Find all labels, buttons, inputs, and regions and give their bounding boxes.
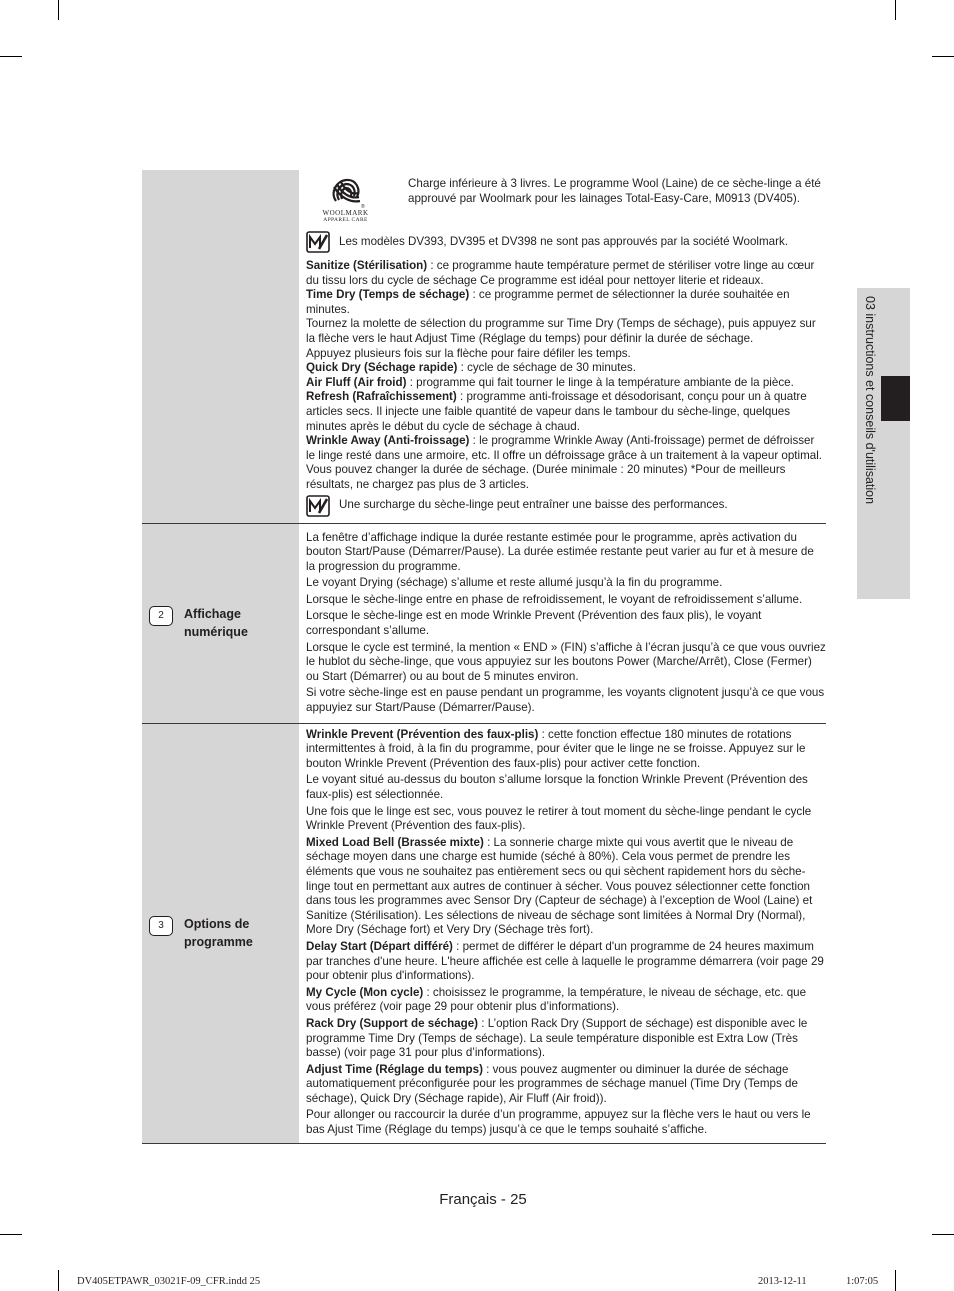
description: Tournez la molette de sélection du programme sur Time Dry (Temps de séchage), puis appuyez sur la flèche vers le haut Adjust Time (Réglage du temps) pour définir la durée de séchage. — [306, 317, 816, 345]
crop-mark — [58, 0, 59, 20]
paragraph — [306, 317, 826, 346]
paragraph: Lorsque le cycle est terminé, la mention « END » (FIN) s’affiche à l’écran jusqu’à ce que vous ouvriez le hublot du sèche-linge, que vous appuyiez sur les boutons Power (Marche/Arrêt), Close (Fermer) ou Start (Démarrer) ou au bout de 5 minutes environ. — [306, 640, 826, 683]
term: Wrinkle Away (Anti-froissage) — [306, 434, 470, 448]
crop-mark — [895, 1270, 896, 1291]
term: My Cycle (Mon cycle) — [306, 985, 424, 999]
paragraph — [306, 1108, 826, 1137]
row-label — [149, 605, 274, 641]
term: Air Fluff (Air froid) — [306, 375, 407, 389]
program-list — [306, 259, 826, 493]
paragraph — [306, 434, 826, 492]
term: Wrinkle Prevent (Prévention des faux-plis) — [306, 727, 539, 741]
section-tab-label: 03 instructions et conseils d'utilisation — [863, 296, 877, 505]
number-badge: 3 — [149, 916, 173, 936]
slug-time: 1:07:05 — [846, 1276, 879, 1287]
description: : cette fonction effectue 180 minutes de rotations intermittentes à froid, à la fin du programme, pour éviter que le linge ne se froisse. Appuyez sur le bouton Wrinkle Prevent (Prévention des faux-plis) pour activer cette fonction. — [306, 727, 806, 770]
paragraph — [306, 390, 826, 434]
row-label-cell — [142, 724, 299, 1143]
description: : cycle de séchage de 30 minutes. — [457, 361, 636, 375]
paragraph — [306, 288, 826, 317]
description: Une fois que le linge est sec, vous pouvez le retirer à tout moment du sèche-linge pendant le cycle Wrinkle Prevent (Prévention des faux-plis). — [306, 804, 812, 833]
row-content-cell — [299, 170, 826, 523]
term: Refresh (Rafraîchissement) — [306, 390, 457, 404]
note — [306, 231, 826, 253]
paragraph — [306, 940, 826, 984]
woolmark-subtitle: APPAREL CARE — [323, 217, 368, 223]
svg-text:®: ® — [360, 204, 365, 210]
row-content-cell — [299, 524, 826, 723]
term: Adjust Time (Réglage du temps) — [306, 1062, 483, 1076]
paragraph — [306, 259, 826, 288]
row-label — [149, 915, 274, 951]
row-label-text: Options de programme — [184, 917, 253, 950]
paragraph — [306, 836, 826, 938]
woolmark-wordmark: WOOLMARK — [322, 209, 369, 217]
note-text: Les modèles DV393, DV395 et DV398 ne sont pas approuvés par la société Woolmark. — [339, 234, 788, 248]
term: Mixed Load Bell (Brassée mixte) — [306, 835, 484, 849]
description: : programme anti-froissage et désodorisant, conçu pour un à quatre articles secs. Il injecte une faible quantité de vapeur dans le tambour du sèche-linge, quelques minutes après le début du cycle de séchage à chaud. — [306, 390, 807, 433]
note — [306, 495, 826, 517]
paragraph — [306, 1063, 826, 1107]
description: : vous pouvez augmenter ou diminuer la durée de séchage automatiquement préconfigurée pour les programmes de séchage manuel (Time Dry (Temps de séchage), Quick Dry (Séchage rapide), Air Fluff (Air froid)). — [306, 1062, 798, 1105]
page-number: Français - 25 — [439, 1191, 527, 1208]
crop-mark — [0, 56, 22, 57]
crop-mark — [932, 1234, 954, 1235]
paragraph: La fenêtre d’affichage indique la durée restante estimée pour le programme, après activation du bouton Start/Pause (Démarrer/Pause). La durée estimée restante peut varier au fur et à mesure de la progression du programme. — [306, 530, 814, 573]
paragraph: Le voyant Drying (séchage) s’allume et reste allumé jusqu’à la fin du programme. — [306, 576, 723, 590]
paragraph — [306, 805, 826, 834]
note-pencil-icon — [306, 495, 330, 517]
note-pencil-icon — [306, 231, 330, 253]
term: Delay Start (Départ différé) — [306, 939, 453, 953]
woolmark-logo — [306, 175, 385, 223]
description: Le voyant situé au-dessus du bouton s’allume lorsque la fonction Wrinkle Prevent (Prévention des faux-plis) est sélectionnée. — [306, 773, 808, 801]
term: Time Dry (Temps de séchage) — [306, 288, 470, 302]
row-label-cell — [142, 524, 299, 723]
paragraph — [306, 361, 826, 376]
description: : ce programme haute température permet de stériliser votre linge au cœur du tissu lors du cycle de séchage Ce programme est idéal pour nettoyer literie et rideaux. — [306, 259, 815, 287]
woolmark-block — [306, 175, 826, 223]
slug-date: 2013-12-11 — [758, 1276, 807, 1287]
note-text: Une surcharge du sèche-linge peut entraîner une baisse des performances. — [339, 498, 728, 512]
table-row — [142, 524, 826, 724]
description: : programme qui fait tourner le linge à la température ambiante de la pièce. — [406, 375, 794, 389]
description: Pour allonger ou raccourcir la durée d’un programme, appuyez sur la flèche vers le haut ou vers le bas Ajust Time (Réglage du temps) jusqu’à ce que le temps souhaité s’affiche. — [306, 1108, 811, 1137]
row-label-text: Affichage numérique — [184, 607, 248, 640]
page-footer — [0, 1191, 954, 1208]
row-label-cell — [142, 170, 299, 523]
paragraph: Lorsque le sèche-linge entre en phase de refroidissement, le voyant de refroidissement s’allume. — [306, 592, 803, 606]
paragraph — [306, 728, 826, 772]
crop-mark — [895, 0, 896, 20]
paragraph — [306, 347, 826, 362]
slug-filename: DV405ETPAWR_03021F-09_CFR.indd 25 — [77, 1276, 261, 1287]
section-tab-marker — [881, 376, 910, 421]
crop-mark — [58, 1270, 59, 1291]
section-tab-label-wrap — [857, 288, 883, 599]
number-badge: 2 — [149, 606, 173, 626]
term: Rack Dry (Support de séchage) — [306, 1016, 479, 1030]
term: Quick Dry (Séchage rapide) — [306, 361, 458, 375]
paragraph — [306, 376, 826, 391]
crop-mark — [932, 56, 954, 57]
table-row — [142, 724, 826, 1144]
paragraph — [306, 773, 826, 802]
description: : le programme Wrinkle Away (Anti-froissage) permet de défroisser le linge resté dans une armoire, etc. Il offre un défroissage grâce à un traitement à la vapeur optimal. Vous pouvez changer la durée de séchage. (Durée minimale : 20 minutes) *Pour de meilleurs résultats, ne chargez pas plus de 3 articles. — [306, 434, 822, 491]
description: : La sonnerie charge mixte qui vous avertit que le niveau de séchage moyen dans une charge est humide (séché à 80%). Cela vous permet de prendre les éléments que vous ne souhaitez pas entièrement secs ou qui sèchent rapidement hors du sèche-linge tout en permettant aux autres de continuer à sécher. Vous pouvez sélectionner cette fonction dans tous les programmes avec Sensor Dry (Capteur de séchage) à l’exception de Wool (Laine) et Sanitize (Stérilisation). Les sélections de niveau de séchage sont limitées à Normal Dry (Normal), More Dry (Séchage fort) et Very Dry (Séchage très fort). — [306, 835, 813, 937]
paragraph — [306, 986, 826, 1015]
options-table — [142, 170, 826, 1144]
woolmark-icon — [328, 175, 364, 209]
description: : L’option Rack Dry (Support de séchage) est disponible avec le programme Time Dry (Temps de séchage). La seule température disponible est Extra Low (Très basse) (voir page 31 pour plus d’informations). — [306, 1016, 808, 1060]
description: Appuyez plusieurs fois sur la flèche pour faire défiler les temps. — [306, 346, 631, 360]
wool-description: Charge inférieure à 3 livres. Le programme Wool (Laine) de ce sèche-linge a été approuvé par Woolmark pour les lainages Total-Easy-Care, M0913 (DV405). — [408, 177, 821, 205]
description: : permet de différer le départ d'un programme de 24 heures maximum par tranches d'une heure. L'heure affichée est celle à laquelle le programme démarrera (voir page 29 pour obtenir plus d'informations). — [306, 939, 824, 983]
paragraph: Lorsque le sèche-linge est en mode Wrinkle Prevent (Prévention des faux plis), le voyant correspondant s’allume. — [306, 609, 762, 638]
table-row — [142, 170, 826, 524]
row-content-cell — [299, 724, 826, 1143]
paragraph — [306, 1017, 826, 1061]
crop-mark — [0, 1234, 22, 1235]
term: Sanitize (Stérilisation) — [306, 259, 428, 272]
description: : choisissez le programme, la température, le niveau de séchage, etc. que vous préférez (voir page 29 pour obtenir plus d’informations). — [306, 985, 807, 1014]
paragraph: Si votre sèche-linge est en pause pendant un programme, les voyants clignotent jusqu’à ce que vous appuyiez sur Start/Pause (Démarrer/Pause). — [306, 686, 825, 715]
description: : ce programme permet de sélectionner la durée souhaitée en minutes. — [306, 288, 790, 316]
